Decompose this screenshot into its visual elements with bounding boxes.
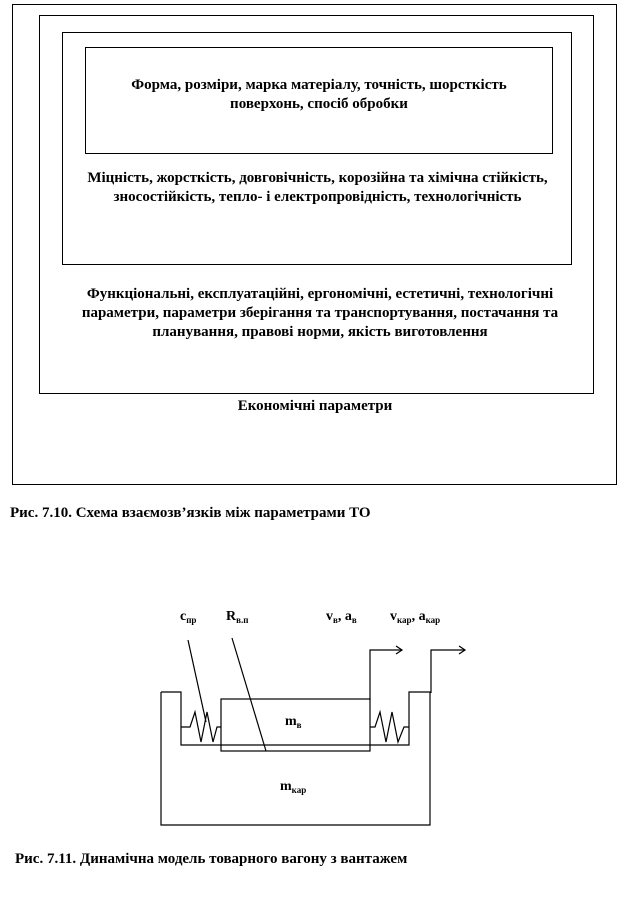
label-c-pr: $с_{пр}$ (180, 609, 197, 625)
inner-parameters-text: Форма, розміри, марка матеріалу, точність, шорсткість поверхонь, спосіб обробки (131, 77, 507, 112)
cargo-velocity-arrow (370, 650, 402, 700)
figure-caption-7-11: Рис. 7.11. Динамічна модель товарного вагону з вантажем (15, 851, 408, 867)
label-v-a-cargo: $v_в$, $a_в$ (326, 609, 357, 625)
label-r-vp: $R_{в.п}$ (226, 609, 249, 625)
leader-c (188, 640, 206, 722)
figure-caption-7-10: Рис. 7.10. Схема взаємозв’язків між параметрами ТО (10, 505, 371, 521)
right-spring (370, 712, 409, 742)
wagon-velocity-arrow (431, 650, 465, 693)
left-spring (181, 712, 221, 742)
middle-parameters-text: Міцність, жорсткість, довговічність, корозійна та хімічна стійкість, зносостійкість, тепло- і електропровідність, технологічність (87, 170, 548, 205)
wagon-body (161, 692, 430, 825)
outer-parameters-text: Функціональні, експлуатаційні, ергономічні, естетичні, технологічні параметри, параметри зберігання та транспортування, постачання та планування, правові норми, якість виготовлення (81, 286, 559, 340)
economic-parameters-text: Економічні параметри (237, 398, 393, 414)
label-m-cargo: $m_в$ (285, 714, 302, 730)
label-v-a-wagon: $v_{кар}$, $a_{кар}$ (390, 609, 441, 625)
leader-r (232, 638, 266, 751)
label-m-wagon: $m_{кар}$ (280, 779, 307, 795)
